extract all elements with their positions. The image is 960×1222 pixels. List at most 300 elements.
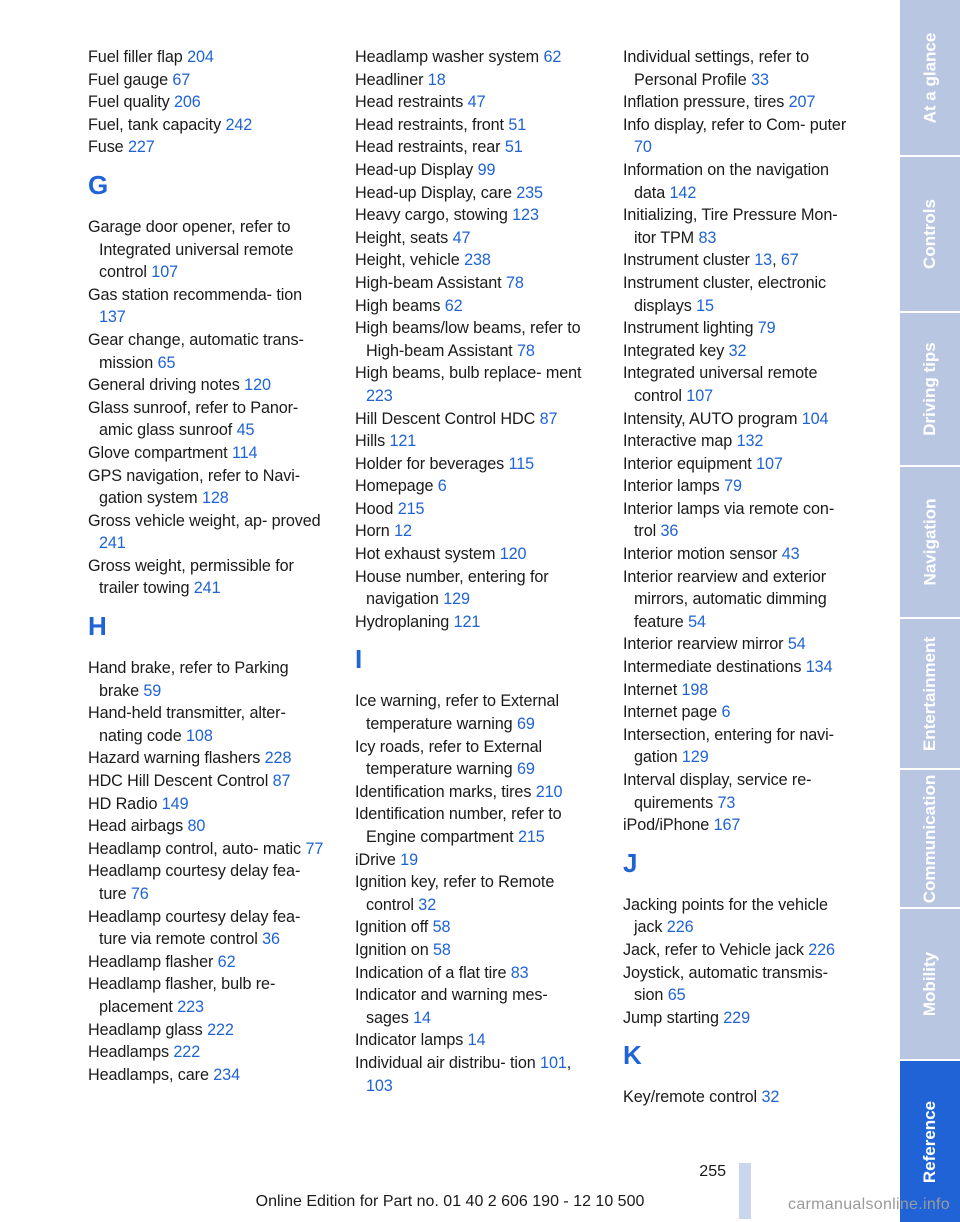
page-reference-link[interactable]: 69 bbox=[516, 760, 535, 779]
index-entry bbox=[88, 465, 324, 510]
page-reference-link[interactable]: 134 bbox=[805, 658, 833, 677]
index-entry-term: Homepage bbox=[355, 477, 438, 496]
index-entry bbox=[88, 815, 324, 838]
index-entry-term: Interior rearview and exterior mirrors, automatic dimming feature bbox=[623, 567, 827, 631]
index-entry-term: Individual air distribu‐ tion bbox=[355, 1053, 541, 1072]
index-entry bbox=[355, 543, 591, 566]
section-tab-label: Mobility bbox=[920, 951, 939, 1017]
page-reference-link[interactable]: 65 bbox=[667, 986, 686, 1005]
index-entry-term: Instrument lighting bbox=[623, 319, 758, 338]
index-entry-term: Inflation pressure, tires bbox=[623, 93, 789, 112]
index-entry-term: iPod/iPhone bbox=[623, 816, 714, 835]
section-tab-label: Navigation bbox=[920, 498, 939, 586]
index-entry bbox=[355, 611, 591, 634]
page-reference-link[interactable]: 79 bbox=[724, 477, 742, 496]
page-reference-link[interactable]: 228 bbox=[264, 749, 292, 768]
page-reference-link[interactable]: 83 bbox=[510, 963, 529, 982]
page-reference-link[interactable]: 101 bbox=[540, 1053, 567, 1072]
index-entry-term: Headlamp washer system bbox=[355, 48, 544, 66]
index-entry-term: HD Radio bbox=[88, 794, 162, 813]
section-tabs bbox=[900, 0, 960, 1222]
index-entry-term: Icy roads, refer to External temperature warning bbox=[355, 737, 543, 779]
index-entry bbox=[355, 736, 591, 781]
index-entry bbox=[88, 136, 324, 159]
index-entry-term: Headlamp glass bbox=[88, 1020, 208, 1039]
index-entry bbox=[623, 939, 859, 962]
index-entry-term: Instrument cluster, electronic displays bbox=[623, 273, 827, 315]
index-entry-term: Glove compartment bbox=[88, 443, 232, 462]
index-entry-term: Hazard warning flashers bbox=[88, 749, 265, 768]
index-entry bbox=[623, 453, 859, 476]
index-entry-term: General driving notes bbox=[88, 376, 245, 395]
index-entry bbox=[88, 69, 324, 92]
index-entry bbox=[88, 284, 324, 329]
index-entry-term: Headlamp courtesy delay fea‐ ture bbox=[88, 862, 301, 903]
page-reference-link[interactable]: 234 bbox=[213, 1065, 240, 1084]
index-entry bbox=[88, 1019, 324, 1042]
index-entry bbox=[355, 962, 591, 985]
index-entry bbox=[623, 408, 859, 431]
section-tab-mobility[interactable] bbox=[900, 909, 960, 1059]
index-entry bbox=[88, 1064, 324, 1087]
index-entry bbox=[623, 91, 859, 114]
page-reference-link[interactable]: 15 bbox=[696, 296, 714, 315]
index-entry bbox=[623, 724, 859, 769]
page-reference-link[interactable]: 132 bbox=[736, 432, 764, 451]
page-reference-link[interactable]: 14 bbox=[467, 1031, 486, 1050]
index-entry-term: Gross vehicle weight, ap‐ proved bbox=[88, 511, 321, 530]
page-reference-link[interactable]: 47 bbox=[467, 93, 486, 112]
page-reference-link[interactable]: 36 bbox=[660, 522, 679, 541]
page-reference-link[interactable]: 107 bbox=[151, 263, 179, 282]
index-entry bbox=[355, 249, 591, 272]
index-entry-term: Head airbags bbox=[88, 817, 188, 836]
page-reference-link[interactable]: 47 bbox=[452, 228, 471, 247]
page-reference-link[interactable]: 77 bbox=[305, 839, 324, 858]
index-entry: Instrument cluster 13, 67 bbox=[623, 251, 799, 270]
page-reference-link[interactable]: 210 bbox=[535, 782, 563, 801]
index-entry-term: Internet page bbox=[623, 703, 722, 722]
page-reference-link[interactable]: 241 bbox=[193, 579, 221, 598]
page-reference-link[interactable]: 83 bbox=[698, 228, 717, 247]
index-entry-term: Interior lamps via remote con‐ trol bbox=[623, 499, 835, 541]
page-reference-link[interactable]: 137 bbox=[99, 308, 126, 327]
page-number: 255 bbox=[699, 1163, 726, 1180]
index-entry-term: Jacking points for the vehicle jack bbox=[623, 895, 828, 937]
section-tab-communication[interactable] bbox=[900, 770, 960, 907]
page-reference-link[interactable]: 67 bbox=[780, 251, 799, 270]
page-reference-link[interactable]: 87 bbox=[272, 772, 291, 791]
index-letter-heading: K bbox=[623, 1040, 642, 1071]
index-entry bbox=[355, 114, 591, 137]
index-entry-term: Glass sunroof, refer to Panor‐ amic glass sunroof bbox=[88, 398, 299, 440]
index-entry bbox=[355, 136, 591, 159]
page-reference-link[interactable]: 78 bbox=[505, 273, 524, 292]
index-entry-term: Jump starting bbox=[623, 1008, 724, 1027]
index-entry bbox=[355, 159, 591, 182]
page-reference-link[interactable]: 149 bbox=[161, 794, 189, 813]
page-reference-link[interactable]: 69 bbox=[516, 715, 535, 734]
page-reference-link[interactable]: 142 bbox=[669, 183, 697, 202]
page-reference-link[interactable]: 207 bbox=[788, 93, 816, 112]
index-entry bbox=[623, 701, 859, 724]
index-entry-term: Gear change, automatic trans‐ mission bbox=[88, 330, 304, 372]
index-entry bbox=[88, 838, 324, 861]
index-letter-heading: J bbox=[623, 847, 638, 878]
index-entry-term: Hills bbox=[355, 432, 390, 451]
index-entry bbox=[355, 781, 591, 804]
section-tab-label: Reference bbox=[920, 1100, 939, 1183]
page-reference-link[interactable]: 121 bbox=[389, 432, 417, 451]
index-entry bbox=[355, 317, 591, 362]
page-reference-link[interactable]: 108 bbox=[186, 726, 213, 745]
index-entry-term: High-beam Assistant bbox=[355, 273, 506, 292]
index-entry-term: Interior motion sensor bbox=[623, 545, 782, 564]
page-reference-link[interactable]: 13 bbox=[754, 251, 773, 270]
index-entry-term: Interior rearview mirror bbox=[623, 635, 788, 654]
index-entry bbox=[88, 46, 324, 69]
page-reference-link[interactable]: 238 bbox=[464, 251, 491, 270]
index-entry bbox=[88, 951, 324, 974]
index-entry bbox=[623, 114, 859, 159]
index-entry bbox=[355, 362, 591, 407]
page-reference-link[interactable]: 32 bbox=[728, 341, 747, 360]
page-reference-link[interactable]: 229 bbox=[723, 1008, 750, 1027]
index-column-3 bbox=[623, 46, 859, 1109]
index-entry bbox=[88, 442, 324, 465]
page-reference-link[interactable]: 227 bbox=[128, 138, 155, 157]
page-reference-link[interactable]: 51 bbox=[504, 138, 523, 157]
index-entry-term: Ice warning, refer to External temperature warning bbox=[355, 692, 559, 734]
index-column-2 bbox=[355, 46, 591, 1097]
page-reference-link[interactable]: 32 bbox=[761, 1088, 780, 1107]
page-reference-link[interactable]: 114 bbox=[231, 443, 258, 462]
page-reference-link[interactable]: 54 bbox=[688, 612, 706, 631]
page-reference-link[interactable]: 167 bbox=[713, 816, 741, 835]
index-entry bbox=[355, 849, 591, 872]
index-entry-term: Headlamp flasher bbox=[88, 952, 218, 971]
index-entry-term: Headliner bbox=[355, 70, 428, 89]
index-entry-term: Horn bbox=[355, 522, 395, 541]
index-entry-term: Hydroplaning bbox=[355, 612, 454, 631]
index-entry: Individual air distribu‐ tion 101, 103 bbox=[355, 1053, 572, 1095]
page-reference-link[interactable]: 107 bbox=[686, 386, 714, 405]
index-entry bbox=[355, 690, 591, 735]
index-entry-term: Indicator lamps bbox=[355, 1031, 468, 1050]
page-reference-link[interactable]: 223 bbox=[366, 386, 393, 405]
page-reference-link[interactable]: 51 bbox=[508, 115, 527, 134]
index-entry bbox=[623, 656, 859, 679]
page-reference-link[interactable]: 123 bbox=[512, 206, 539, 225]
page-reference-link[interactable]: 223 bbox=[177, 997, 204, 1016]
index-entry-term: Gas station recommenda‐ tion bbox=[88, 285, 303, 304]
page-reference-link[interactable]: 242 bbox=[225, 115, 253, 134]
index-entry-term: Interactive map bbox=[623, 432, 737, 451]
page-reference-link[interactable]: 36 bbox=[262, 930, 280, 949]
page-reference-link[interactable]: 79 bbox=[757, 319, 776, 338]
index-entry-term: Hot exhaust system bbox=[355, 545, 500, 564]
index-entry bbox=[88, 555, 324, 600]
page-reference-link[interactable]: 62 bbox=[543, 48, 562, 66]
index-entry bbox=[623, 962, 859, 1007]
section-tab-label: Communication bbox=[920, 774, 940, 903]
index-entry bbox=[88, 702, 324, 747]
index-entry-term: Ignition key, refer to Remote control bbox=[355, 873, 555, 914]
page-reference-link[interactable]: 222 bbox=[207, 1020, 234, 1039]
index-entry-term: Individual settings, refer to Personal Profile bbox=[623, 48, 810, 89]
index-entry-term: Head restraints, front bbox=[355, 115, 509, 134]
index-entry bbox=[623, 543, 859, 566]
page-reference-link[interactable]: 58 bbox=[432, 918, 451, 937]
index-entry-term: Interior equipment bbox=[623, 454, 757, 473]
section-tab-label: Driving tips bbox=[920, 342, 940, 436]
index-entry-term: Head restraints, rear bbox=[355, 138, 505, 157]
index-entry bbox=[88, 91, 324, 114]
index-entry-term: Hand-held transmitter, alter‐ nating code bbox=[88, 704, 286, 745]
footer-edition-text: Online Edition for Part no. 01 40 2 606 190 - 12 10 500 bbox=[255, 1193, 645, 1210]
index-entry-term: Info display, refer to Com‐ puter bbox=[623, 115, 847, 134]
page-reference-link[interactable]: 19 bbox=[400, 850, 418, 869]
index-entry-term: Indication of a flat tire bbox=[355, 963, 511, 982]
index-entry bbox=[623, 340, 859, 363]
page-reference-link[interactable]: 18 bbox=[427, 70, 446, 89]
index-entry-term: Headlamps, care bbox=[88, 1065, 214, 1084]
index-entry bbox=[355, 295, 591, 318]
page-reference-link[interactable]: 120 bbox=[499, 545, 527, 564]
index-entry bbox=[355, 984, 591, 1029]
page-reference-link[interactable]: 62 bbox=[217, 952, 236, 971]
index-entry-term: Information on the navigation data bbox=[623, 160, 829, 202]
section-tab-label: Controls bbox=[920, 199, 940, 269]
index-entry-term: High beams, bulb replace‐ ment bbox=[355, 364, 582, 383]
index-entry-term: Holder for beverages bbox=[355, 454, 509, 473]
index-entry-term: Ignition on bbox=[355, 940, 433, 959]
index-entry bbox=[88, 906, 324, 951]
index-entry bbox=[355, 871, 591, 916]
index-entry-term: High beams bbox=[355, 296, 445, 315]
index-entry-term: Head-up Display, care bbox=[355, 183, 517, 202]
page-reference-link[interactable]: 107 bbox=[756, 454, 783, 473]
index-entry bbox=[623, 633, 859, 656]
index-entry-term: Interior lamps bbox=[623, 477, 725, 496]
index-entry bbox=[623, 430, 859, 453]
page-reference-link[interactable]: 6 bbox=[721, 703, 731, 722]
page-reference-link[interactable]: 33 bbox=[751, 70, 769, 89]
index-entry-term: Jack, refer to Vehicle jack bbox=[623, 940, 809, 959]
index-entry-term: Ignition off bbox=[355, 918, 433, 937]
page-reference-link[interactable]: 70 bbox=[634, 138, 652, 157]
index-entry-term: Integrated universal remote control bbox=[623, 364, 818, 405]
section-tab-driving-tips[interactable] bbox=[900, 313, 960, 465]
section-tab-at-a-glance[interactable] bbox=[900, 0, 960, 155]
index-entry bbox=[88, 973, 324, 1018]
page-reference-link[interactable]: 99 bbox=[477, 160, 496, 179]
page-reference-link[interactable]: 43 bbox=[781, 545, 800, 564]
index-entry-term: Identification marks, tires bbox=[355, 782, 536, 801]
page-reference-link[interactable]: 32 bbox=[418, 895, 437, 914]
index-entry-term: High beams/low beams, refer to High-beam Assistant bbox=[355, 319, 581, 360]
section-tab-navigation[interactable] bbox=[900, 467, 960, 617]
index-entry bbox=[355, 408, 591, 431]
index-entry-term: Headlamp flasher, bulb re‐ placement bbox=[88, 975, 276, 1016]
index-entry bbox=[355, 182, 591, 205]
index-entry bbox=[623, 159, 859, 204]
index-entry bbox=[623, 769, 859, 814]
index-entry bbox=[623, 1086, 859, 1109]
page-reference-link[interactable]: 12 bbox=[394, 522, 412, 541]
index-entry bbox=[355, 520, 591, 543]
index-entry bbox=[355, 430, 591, 453]
index-entry-term: Initializing, Tire Pressure Mon‐ itor TPM bbox=[623, 206, 838, 247]
index-entry bbox=[88, 770, 324, 793]
page-reference-link[interactable]: 6 bbox=[437, 477, 447, 496]
index-entry-term: Garage door opener, refer to Integrated universal remote control bbox=[88, 217, 294, 282]
index-entry-term: Hill Descent Control HDC bbox=[355, 409, 540, 428]
index-entry-term: Indicator and warning mes‐ sages bbox=[355, 986, 548, 1027]
index-entry-term: Fuel gauge bbox=[88, 70, 173, 89]
index-entry-term: Fuel quality bbox=[88, 93, 174, 112]
index-entry bbox=[355, 803, 591, 848]
page-reference-link[interactable]: 235 bbox=[516, 183, 543, 202]
index-entry bbox=[355, 453, 591, 476]
page-reference-link[interactable]: 129 bbox=[443, 590, 470, 609]
index-entry bbox=[355, 916, 591, 939]
index-column-1 bbox=[88, 46, 324, 1086]
index-entry bbox=[355, 69, 591, 92]
page-reference-link[interactable]: 67 bbox=[172, 70, 191, 89]
section-tab-controls[interactable] bbox=[900, 157, 960, 311]
page-reference-link[interactable]: 206 bbox=[173, 93, 201, 112]
index-entry bbox=[623, 204, 859, 249]
index-entry bbox=[88, 114, 324, 137]
index-entry-term: Fuel, tank capacity bbox=[88, 115, 226, 134]
index-entry bbox=[623, 272, 859, 317]
page-reference-link[interactable]: 73 bbox=[717, 793, 736, 812]
page-reference-link[interactable]: 14 bbox=[413, 1008, 431, 1027]
page-reference-link[interactable]: 241 bbox=[99, 534, 126, 553]
index-entry-term: HDC Hill Descent Control bbox=[88, 772, 273, 791]
page-reference-link[interactable]: 215 bbox=[517, 828, 545, 846]
index-entry bbox=[88, 329, 324, 374]
index-letter-heading: H bbox=[88, 611, 107, 642]
index-entry bbox=[355, 498, 591, 521]
index-letter-heading: G bbox=[88, 169, 109, 200]
index-entry-term: Height, vehicle bbox=[355, 251, 465, 270]
index-entry bbox=[623, 814, 859, 837]
index-entry bbox=[88, 216, 324, 284]
index-entry bbox=[623, 1007, 859, 1030]
index-entry-term: Gross weight, permissible for trailer towing bbox=[88, 556, 294, 598]
index-entry-term: Headlamp courtesy delay fea‐ ture via remote control bbox=[88, 907, 301, 949]
page-reference-link[interactable]: 121 bbox=[453, 612, 481, 631]
index-entry bbox=[88, 657, 324, 702]
page-reference-link[interactable]: 62 bbox=[444, 296, 463, 315]
index-entry-term: Fuel filler flap bbox=[88, 48, 188, 66]
index-entry bbox=[355, 939, 591, 962]
index-entry bbox=[623, 46, 859, 91]
page-reference-link[interactable]: 204 bbox=[187, 48, 214, 66]
index-entry-term: Instrument cluster bbox=[623, 251, 755, 270]
index-entry bbox=[623, 317, 859, 340]
index-entry-term: Intersection, entering for navi‐ gation bbox=[623, 725, 834, 767]
index-entry bbox=[623, 679, 859, 702]
index-entry bbox=[88, 374, 324, 397]
index-entry-term: Head-up Display bbox=[355, 160, 478, 179]
page-reference-link[interactable]: 215 bbox=[397, 499, 425, 518]
index-entry bbox=[623, 362, 859, 407]
page-reference-link[interactable]: 78 bbox=[516, 341, 535, 360]
index-entry bbox=[88, 397, 324, 442]
page-reference-link[interactable]: 222 bbox=[173, 1043, 201, 1062]
page-reference-link[interactable]: 80 bbox=[187, 817, 206, 836]
index-entry bbox=[355, 566, 591, 611]
page-reference-link[interactable]: 65 bbox=[157, 353, 176, 372]
index-entry-term: Intensity, AUTO program bbox=[623, 409, 802, 428]
page-reference-link[interactable]: 104 bbox=[801, 409, 829, 428]
index-entry-term: Hand brake, refer to Parking brake bbox=[88, 659, 289, 700]
page-reference-link[interactable]: 76 bbox=[130, 885, 149, 903]
index-entry bbox=[623, 498, 859, 543]
index-entry-term: iDrive bbox=[355, 850, 401, 869]
index-entry-term: Identification number, refer to Engine compartment bbox=[355, 805, 562, 846]
index-entry bbox=[355, 91, 591, 114]
index-entry-term: Headlamp control, auto‐ matic bbox=[88, 839, 306, 858]
index-entry-term: Internet bbox=[623, 680, 682, 699]
index-entry-term: Hood bbox=[355, 499, 398, 518]
index-entry-term: Heavy cargo, stowing bbox=[355, 206, 513, 225]
index-entry-term: Integrated key bbox=[623, 341, 729, 360]
index-entry bbox=[88, 860, 324, 905]
index-entry bbox=[355, 46, 591, 69]
page-reference-link[interactable]: 198 bbox=[681, 680, 709, 699]
index-entry-term: Fuse bbox=[88, 138, 128, 157]
index-entry bbox=[623, 894, 859, 939]
page-reference-link[interactable]: 87 bbox=[539, 409, 558, 428]
page-reference-link[interactable]: 128 bbox=[201, 489, 229, 508]
page-reference-link[interactable]: 59 bbox=[143, 681, 162, 700]
page-reference-link[interactable]: 58 bbox=[433, 940, 451, 959]
index-entry-term: Height, seats bbox=[355, 228, 453, 247]
index-entry-term: GPS navigation, refer to Navi‐ gation system bbox=[88, 466, 301, 508]
index-entry bbox=[355, 204, 591, 227]
index-entry-term: House number, entering for navigation bbox=[355, 567, 549, 609]
index-entry bbox=[623, 475, 859, 498]
index-entry-term: Key/remote control bbox=[623, 1088, 762, 1107]
page-reference-link[interactable]: 54 bbox=[787, 635, 806, 654]
index-entry bbox=[623, 566, 859, 634]
index-entry-term: Intermediate destinations bbox=[623, 658, 806, 677]
index-entry-term: Interval display, service re‐ quirements bbox=[623, 771, 812, 812]
index-entry bbox=[88, 510, 324, 555]
page-reference-link[interactable]: 226 bbox=[666, 918, 694, 937]
page-reference-link[interactable]: 45 bbox=[236, 421, 255, 440]
index-entry-term: Head restraints bbox=[355, 93, 468, 112]
page-reference-link[interactable]: 115 bbox=[508, 454, 535, 473]
section-tab-entertainment[interactable] bbox=[900, 619, 960, 768]
index-entry bbox=[355, 227, 591, 250]
index-entry bbox=[88, 1041, 324, 1064]
page-reference-link[interactable]: 103 bbox=[366, 1076, 393, 1095]
section-tab-label: Entertainment bbox=[920, 636, 940, 751]
watermark: carmanualsonline.info bbox=[788, 1196, 950, 1213]
index-entry bbox=[355, 272, 591, 295]
index-entry bbox=[88, 793, 324, 816]
section-tab-label: At a glance bbox=[920, 32, 940, 123]
index-entry bbox=[355, 475, 591, 498]
page-reference-link[interactable]: 120 bbox=[244, 376, 271, 395]
page-reference-link[interactable]: 226 bbox=[808, 940, 835, 959]
page-reference-link[interactable]: 129 bbox=[681, 748, 709, 767]
